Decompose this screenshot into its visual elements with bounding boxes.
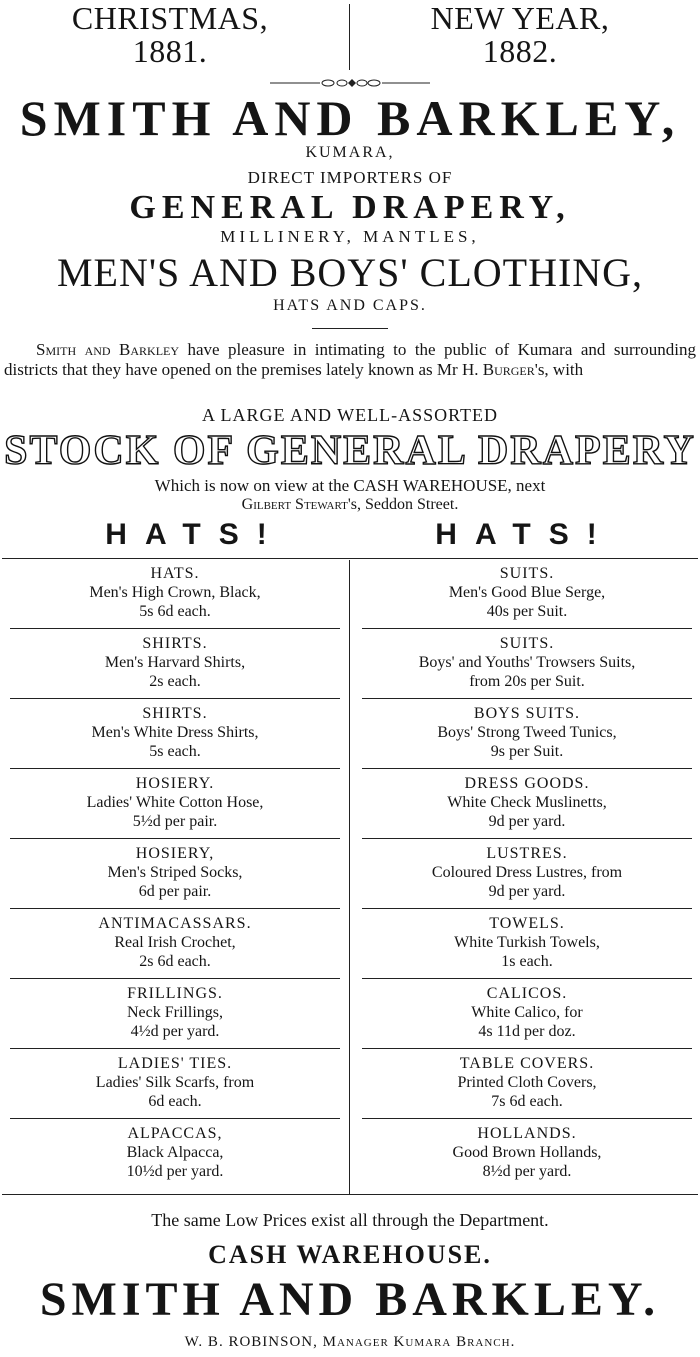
price-item-heading: TOWELS. (489, 915, 565, 932)
location-line: KUMARA, (305, 144, 395, 161)
price-item-description: Boys' and Youths' Trowsers Suits, (418, 654, 636, 671)
price-item-left (4, 772, 346, 835)
price-item-rule (4, 835, 346, 842)
christmas-label: CHRISTMAS, (71, 0, 269, 36)
new-year-year: 1882. (482, 33, 558, 69)
price-item-price: 1s each. (501, 953, 553, 970)
stock-title: STOCK OF GENERAL DRAPERY (4, 428, 696, 474)
price-item-right (356, 772, 698, 835)
price-item-heading: LADIES' TIES. (117, 1055, 233, 1072)
intro-paragraph (4, 340, 696, 380)
price-grid-bottom-rule (2, 1194, 698, 1195)
price-item-price: 6d each. (148, 1093, 202, 1110)
price-item-right (356, 1122, 698, 1185)
price-item-description: Good Brown Hollands, (452, 1144, 602, 1161)
manager-name: W. B. ROBINSON, (184, 1334, 318, 1350)
ornament-divider (270, 76, 430, 90)
price-item-left (4, 1052, 346, 1115)
price-item-heading: HOSIERY. (135, 775, 215, 792)
price-item-heading: LUSTRES. (486, 845, 568, 862)
price-item-price: 2s each. (149, 673, 201, 690)
christmas-year: 1881. (132, 33, 208, 69)
price-item-right (356, 1052, 698, 1115)
price-item-rule (356, 765, 698, 772)
price-item-price: 10½d per yard. (126, 1163, 224, 1180)
price-item-rule (356, 1045, 698, 1052)
manager-line (0, 1334, 700, 1351)
price-item-rule (4, 765, 346, 772)
clothing-heading: MEN'S AND BOYS' CLOTHING, (56, 250, 644, 295)
price-item-description: Men's Good Blue Serge, (448, 584, 606, 601)
price-item-price: 4½d per yard. (130, 1023, 220, 1040)
price-item-right (356, 702, 698, 765)
price-list-right (356, 562, 698, 1185)
price-item-heading: CALICOS. (486, 985, 568, 1002)
address-rest: 's, Seddon Street. (347, 496, 459, 513)
price-item-description: Men's High Crown, Black, (89, 584, 261, 601)
intro-firm-name: Smith and Barkley (36, 340, 180, 359)
price-item-price: 9d per yard. (488, 883, 566, 900)
price-item-description: Printed Cloth Covers, (457, 1074, 597, 1091)
price-item-right (356, 912, 698, 975)
price-item-description: White Check Muslinetts, (447, 794, 607, 811)
price-list-left (4, 562, 346, 1185)
price-item-rule (4, 1115, 346, 1122)
new-year-label: NEW YEAR, (430, 0, 610, 36)
price-item-rule (4, 625, 346, 632)
price-item-rule (356, 695, 698, 702)
price-item-rule (4, 975, 346, 982)
price-item-left (4, 702, 346, 765)
firm-name-footer: SMITH AND BARKLEY. (39, 1273, 661, 1326)
hats-banner (0, 518, 700, 554)
price-item-price: 7s 6d each. (491, 1093, 563, 1110)
price-item-right (356, 562, 698, 625)
same-prices-line: The same Low Prices exist all through the Department. (151, 1210, 549, 1230)
address-name: Gilbert Stewart (241, 496, 348, 513)
price-item-heading: TABLE COVERS. (459, 1055, 595, 1072)
address-line (0, 496, 700, 514)
price-item-rule (356, 835, 698, 842)
price-item-heading: ANTIMACASSARS. (98, 915, 252, 932)
price-item-heading: SHIRTS. (142, 705, 208, 722)
price-item-rule (4, 1045, 346, 1052)
price-item-left (4, 1122, 346, 1185)
price-item-description: Ladies' Silk Scarfs, from (95, 1074, 255, 1091)
price-item-rule (356, 975, 698, 982)
price-item-description: Coloured Dress Lustres, from (431, 864, 623, 881)
price-item-left (4, 562, 346, 625)
intro-text-a: have pleasure in intimating to the public of Kumara and surrounding districts that they have opened on the premises lately known as Mr H. (4, 340, 696, 379)
price-item-rule (4, 905, 346, 912)
price-item-heading: BOYS SUITS. (473, 705, 581, 722)
short-rule (312, 328, 388, 329)
price-item-description: Men's Striped Socks, (107, 864, 243, 881)
price-item-rule (4, 695, 346, 702)
price-grid-top-rule (2, 558, 698, 559)
price-item-heading: ALPACCAS, (127, 1125, 223, 1142)
price-item-heading: FRILLINGS. (127, 985, 223, 1002)
price-item-heading: HOLLANDS. (477, 1125, 577, 1142)
price-item-price: 6d per pair. (138, 883, 212, 900)
hats-banner-right: HATS! (435, 518, 615, 551)
price-item-right (356, 982, 698, 1045)
price-item-heading: SHIRTS. (142, 635, 208, 652)
price-item-price: 4s 11d per doz. (478, 1023, 576, 1040)
price-item-left (4, 632, 346, 695)
christmas-heading (0, 2, 340, 68)
price-item-price: 5s each. (149, 743, 201, 760)
price-item-description: Real Irish Crochet, (114, 934, 236, 951)
price-item-description: Black Alpacca, (126, 1144, 224, 1161)
price-item-price: 2s 6d each. (139, 953, 211, 970)
new-year-heading (350, 2, 690, 68)
price-item-price: from 20s per Suit. (469, 673, 585, 690)
price-item-description: Neck Frillings, (127, 1004, 223, 1021)
price-item-heading: SUITS. (499, 565, 555, 582)
view-line: Which is now on view at the CASH WAREHOUSE, next (154, 476, 546, 495)
price-item-price: 9s per Suit. (490, 743, 564, 760)
price-item-price: 8½d per yard. (482, 1163, 572, 1180)
intro-burger-name: Burger (482, 360, 535, 379)
firm-name-title: SMITH AND BARKLEY, (19, 90, 681, 146)
price-item-left (4, 912, 346, 975)
price-item-description: White Calico, for (471, 1004, 583, 1021)
price-item-description: White Turkish Towels, (454, 934, 600, 951)
cash-warehouse-heading: CASH WAREHOUSE. (208, 1240, 492, 1269)
importers-line: DIRECT IMPORTERS OF (247, 168, 453, 187)
price-item-description: Men's Harvard Shirts, (104, 654, 246, 671)
price-grid-divider (349, 560, 350, 1194)
price-item-price: 9d per yard. (488, 813, 566, 830)
price-item-left (4, 842, 346, 905)
price-item-heading: SUITS. (499, 635, 555, 652)
price-item-heading: DRESS GOODS. (464, 775, 590, 792)
hats-caps-line: HATS AND CAPS. (273, 297, 427, 314)
intro-text-b: 's, with (534, 360, 584, 379)
manager-title: Manager Kumara Branch. (322, 1334, 516, 1350)
price-item-description: Ladies' White Cotton Hose, (86, 794, 264, 811)
price-item-rule (356, 905, 698, 912)
price-item-right (356, 632, 698, 695)
price-item-right (356, 842, 698, 905)
price-item-rule (356, 625, 698, 632)
price-item-rule (356, 1115, 698, 1122)
price-item-description: Boys' Strong Tweed Tunics, (437, 724, 617, 741)
price-item-price: 40s per Suit. (486, 603, 568, 620)
large-stock-line: A LARGE AND WELL-ASSORTED (201, 405, 499, 425)
price-item-description: Men's White Dress Shirts, (91, 724, 259, 741)
general-drapery-heading: GENERAL DRAPERY, (129, 189, 571, 226)
millinery-line: MILLINERY, MANTLES, (220, 227, 480, 246)
price-item-left (4, 982, 346, 1045)
price-item-heading: HATS. (150, 565, 200, 582)
price-item-price: 5½d per pair. (132, 813, 218, 830)
price-item-price: 5s 6d each. (139, 603, 211, 620)
price-item-heading: HOSIERY, (135, 845, 215, 862)
date-header (0, 0, 700, 72)
hats-banner-left: HATS! (105, 518, 285, 551)
